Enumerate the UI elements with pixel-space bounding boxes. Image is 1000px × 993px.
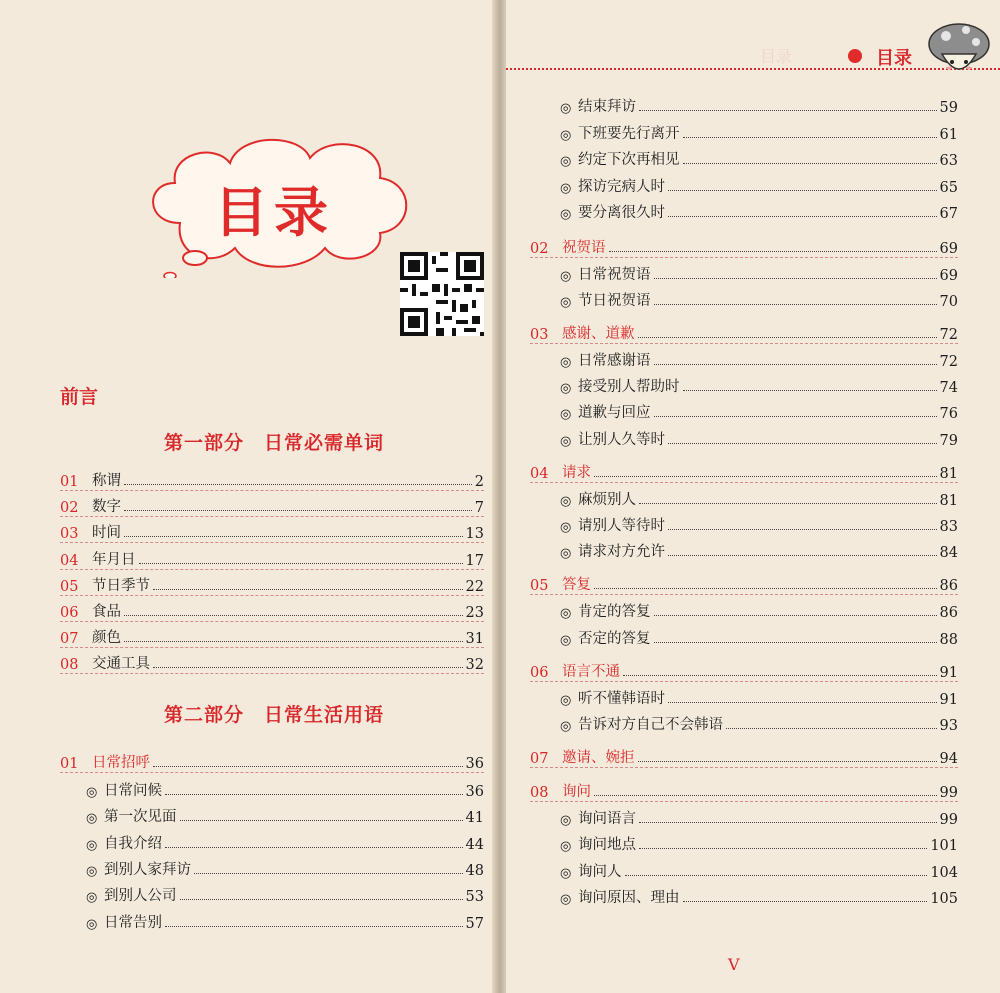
leader-dots	[165, 926, 463, 927]
header-dot	[848, 49, 862, 63]
toc-page-number: 53	[465, 889, 484, 906]
leader-dots	[654, 364, 937, 365]
leader-dots	[683, 390, 937, 391]
toc-page-number: 101	[930, 838, 958, 855]
leader-dots	[638, 337, 937, 338]
toc-item-row[interactable]	[560, 288, 958, 310]
bullet-circle-icon: ◎	[560, 101, 572, 116]
toc-page-number: 65	[939, 179, 958, 196]
leader-dots	[623, 675, 937, 676]
toc-number: 06	[530, 664, 549, 681]
toc-page-number: 41	[465, 810, 484, 827]
bullet-circle-icon: ◎	[86, 863, 98, 879]
leader-dots	[124, 510, 472, 511]
toc-item-row[interactable]	[560, 262, 958, 284]
toc-label: 日常招呼	[92, 755, 150, 771]
toc-label: 感谢、道歉	[562, 325, 635, 342]
toc-page-number: 32	[465, 657, 484, 674]
leader-dots	[668, 555, 937, 556]
toc-page-number: 70	[939, 293, 958, 310]
toc-page-number: 69	[939, 240, 958, 257]
toc-item-row[interactable]	[560, 885, 958, 907]
toc-label: 到别人公司	[104, 888, 177, 905]
header-ghost-text: 目录	[760, 47, 793, 66]
toc-item-row[interactable]	[560, 400, 958, 422]
toc-label: 请求对方允许	[578, 544, 665, 561]
leader-dots	[625, 875, 928, 876]
toc-section-row[interactable]	[530, 659, 958, 682]
toc-item-row[interactable]	[560, 487, 958, 509]
bullet-circle-icon: ◎	[560, 519, 572, 535]
bullet-circle-icon: ◎	[560, 433, 572, 449]
toc-label: 答复	[562, 577, 591, 594]
bullet-circle-icon: ◎	[560, 632, 572, 648]
toc-label: 约定下次再相见	[578, 152, 680, 168]
bullet-circle-icon: ◎	[560, 692, 572, 708]
toc-label: 颜色	[92, 630, 121, 647]
leader-dots	[654, 278, 937, 279]
toc-page-number: 104	[930, 864, 958, 881]
toc-page-number: 81	[939, 492, 958, 509]
toc-number: 05	[60, 578, 79, 595]
toc-label: 询问	[562, 784, 591, 801]
toc-row[interactable]	[60, 651, 484, 674]
toc-label: 第一次见面	[104, 809, 177, 826]
toc-number: 02	[530, 240, 549, 257]
toc-row[interactable]	[60, 573, 484, 596]
leader-dots	[124, 536, 463, 537]
toc-page-number: 17	[465, 552, 484, 569]
toc-label: 数字	[92, 499, 121, 516]
toc-item-row[interactable]	[86, 910, 484, 932]
page-title: 目录	[214, 181, 334, 244]
toc-item-row[interactable]	[86, 883, 484, 905]
page-number: V	[728, 955, 740, 974]
toc-number: 07	[530, 751, 549, 768]
toc-section-row[interactable]	[530, 321, 958, 344]
toc-page-number: 61	[939, 126, 958, 143]
toc-number: 05	[530, 578, 549, 595]
bullet-circle-icon: ◎	[560, 407, 572, 423]
toc-label: 日常祝贺语	[578, 266, 651, 283]
leader-dots	[668, 529, 937, 530]
toc-page-number: 7	[474, 500, 484, 517]
toc-page-number: 36	[465, 756, 484, 772]
toc-page-number: 72	[939, 326, 958, 343]
toc-label: 请求	[562, 464, 591, 481]
part1-heading: 第一部分 日常必需单词	[164, 432, 385, 454]
toc-label: 麻烦别人	[578, 491, 636, 508]
toc-row[interactable]	[60, 599, 484, 622]
leader-dots	[639, 503, 937, 504]
toc-page-number: 91	[939, 691, 958, 708]
toc-page-number: 88	[939, 631, 958, 648]
toc-section-row[interactable]	[530, 460, 958, 483]
toc-label: 自我介绍	[104, 835, 162, 852]
toc-item-row[interactable]	[560, 348, 958, 370]
toc-page-number: 23	[465, 605, 484, 621]
toc-number: 01	[60, 756, 79, 772]
leader-dots	[194, 873, 463, 874]
toc-page-number: 76	[939, 406, 958, 423]
toc-page-number: 13	[465, 526, 484, 543]
leader-dots	[165, 847, 463, 848]
toc-number: 03	[530, 326, 549, 343]
leader-dots	[180, 820, 463, 821]
leader-dots	[165, 794, 463, 795]
toc-page-number: 105	[930, 890, 958, 907]
toc-page-number: 84	[939, 545, 958, 562]
toc-item-row[interactable]	[86, 778, 484, 800]
toc-item-row[interactable]	[560, 686, 958, 708]
leader-dots	[124, 615, 463, 616]
toc-label: 时间	[92, 525, 121, 542]
toc-item-row[interactable]	[560, 374, 958, 396]
toc-label: 年月日	[92, 551, 136, 568]
toc-number: 01	[60, 474, 79, 490]
toc-page-number: 99	[939, 812, 958, 829]
toc-page-number: 2	[474, 474, 484, 490]
leader-dots	[153, 667, 463, 668]
bullet-circle-icon: ◎	[86, 837, 98, 853]
toc-label: 否定的答复	[578, 630, 651, 647]
toc-number: 08	[60, 657, 79, 674]
leader-dots	[668, 443, 937, 444]
leader-dots	[683, 901, 928, 902]
toc-label: 到别人家拜访	[104, 861, 191, 878]
toc-label: 告诉对方自己不会韩语	[578, 716, 723, 733]
bullet-circle-icon: ◎	[560, 891, 572, 907]
toc-label: 食品	[92, 604, 121, 620]
toc-page-number: 93	[939, 717, 958, 734]
toc-label: 日常感谢语	[578, 352, 651, 369]
toc-page-number: 74	[939, 380, 958, 397]
toc-page-number: 79	[939, 432, 958, 449]
leader-dots	[594, 476, 937, 477]
qr-code-icon	[400, 252, 484, 336]
toc-item-row[interactable]	[560, 147, 958, 169]
bullet-circle-icon: ◎	[560, 354, 572, 370]
leader-dots	[654, 416, 937, 417]
toc-page-number: 31	[465, 631, 484, 648]
bullet-circle-icon: ◎	[560, 546, 572, 562]
toc-label: 祝贺语	[562, 239, 606, 256]
toc-item-row[interactable]	[86, 831, 484, 853]
toc-label: 询问地点	[578, 837, 636, 854]
header-title: 目录	[876, 48, 912, 69]
bullet-circle-icon: ◎	[560, 606, 572, 622]
leader-dots	[683, 163, 937, 164]
bullet-circle-icon: ◎	[560, 493, 572, 509]
toc-item-row[interactable]	[560, 174, 958, 196]
bullet-circle-icon: ◎	[560, 180, 572, 196]
bullet-circle-icon: ◎	[560, 718, 572, 734]
toc-number: 06	[60, 605, 79, 621]
leader-dots	[638, 761, 937, 762]
toc-page-number: 44	[465, 836, 484, 853]
bullet-circle-icon: ◎	[86, 785, 98, 800]
leader-dots	[594, 588, 937, 589]
toc-page-number: 48	[465, 862, 484, 879]
toc-item-row[interactable]	[560, 599, 958, 621]
toc-label: 语言不通	[562, 663, 620, 680]
toc-page-number: 59	[939, 100, 958, 116]
part2-heading: 第二部分 日常生活用语	[164, 704, 385, 726]
leader-dots	[639, 110, 937, 111]
toc-label: 节日季节	[92, 577, 150, 594]
toc-row[interactable]	[60, 625, 484, 648]
toc-label: 询问原因、理由	[578, 889, 680, 906]
leader-dots	[668, 216, 937, 217]
bullet-circle-icon: ◎	[86, 890, 98, 906]
toc-page-number: 99	[939, 785, 958, 802]
leader-dots	[654, 304, 937, 305]
toc-number: 08	[530, 785, 549, 802]
bullet-circle-icon: ◎	[560, 381, 572, 397]
toc-item-row[interactable]	[560, 427, 958, 449]
toc-number: 04	[530, 465, 549, 482]
toc-label: 要分离很久时	[578, 205, 665, 221]
leader-dots	[153, 589, 463, 590]
toc-section-row[interactable]	[530, 235, 958, 258]
toc-row[interactable]	[60, 494, 484, 517]
toc-label: 询问人	[578, 863, 622, 880]
toc-page-number: 67	[939, 206, 958, 222]
leader-dots	[654, 615, 937, 616]
leader-dots	[683, 137, 937, 138]
toc-label: 请别人等待时	[578, 517, 665, 534]
toc-row[interactable]	[60, 520, 484, 543]
toc-item-row[interactable]	[560, 121, 958, 143]
toc-section-row[interactable]	[60, 750, 484, 773]
toc-item-row[interactable]	[560, 712, 958, 734]
leader-dots	[639, 848, 927, 849]
toc-number: 04	[60, 552, 79, 569]
toc-item-row[interactable]	[560, 513, 958, 535]
toc-section-row[interactable]	[530, 572, 958, 595]
toc-item-row[interactable]	[560, 859, 958, 881]
bullet-circle-icon: ◎	[86, 916, 98, 932]
toc-label: 肯定的答复	[578, 604, 651, 621]
toc-label: 交通工具	[92, 656, 150, 673]
toc-number: 07	[60, 631, 79, 648]
toc-item-row[interactable]	[560, 832, 958, 854]
toc-item-row[interactable]	[86, 857, 484, 879]
toc-number: 03	[60, 526, 79, 543]
toc-label: 接受别人帮助时	[578, 379, 680, 396]
leader-dots	[654, 642, 937, 643]
leader-dots	[180, 899, 463, 900]
mushroom-mascot-icon	[924, 14, 994, 84]
leader-dots	[609, 251, 937, 252]
bullet-circle-icon: ◎	[560, 127, 572, 143]
toc-page-number: 86	[939, 605, 958, 622]
leader-dots	[668, 190, 937, 191]
toc-label: 称谓	[92, 473, 121, 489]
toc-label: 听不懂韩语时	[578, 690, 665, 707]
toc-label: 让别人久等时	[578, 431, 665, 448]
leader-dots	[726, 728, 937, 729]
toc-section-row[interactable]	[530, 779, 958, 802]
toc-section-row[interactable]	[530, 745, 958, 768]
toc-label: 节日祝贺语	[578, 292, 651, 309]
bullet-circle-icon: ◎	[560, 865, 572, 881]
bullet-circle-icon: ◎	[560, 813, 572, 829]
toc-page-number: 57	[465, 915, 484, 932]
preface-heading[interactable]: 前言	[60, 386, 99, 408]
toc-page-number: 63	[939, 153, 958, 169]
toc-label: 邀请、婉拒	[562, 750, 635, 767]
toc-page-number: 22	[465, 578, 484, 595]
toc-page-number: 72	[939, 353, 958, 370]
toc-label: 结束拜访	[578, 99, 636, 115]
toc-label: 道歉与回应	[578, 405, 651, 422]
leader-dots	[668, 702, 937, 703]
toc-label: 日常告别	[104, 914, 162, 931]
toc-page-number: 94	[939, 751, 958, 768]
toc-item-row[interactable]	[560, 94, 958, 116]
leader-dots	[639, 822, 937, 823]
toc-label: 询问语言	[578, 811, 636, 828]
bullet-circle-icon: ◎	[86, 811, 98, 827]
toc-row[interactable]	[60, 468, 484, 491]
toc-page-number: 81	[939, 465, 958, 482]
leader-dots	[153, 766, 463, 767]
bullet-circle-icon: ◎	[560, 294, 572, 310]
toc-item-row[interactable]	[560, 626, 958, 648]
leader-dots	[594, 795, 937, 796]
toc-page-number: 83	[939, 518, 958, 535]
toc-number: 02	[60, 500, 79, 517]
bullet-circle-icon: ◎	[560, 268, 572, 284]
toc-page-number: 36	[465, 784, 484, 800]
toc-item-row[interactable]	[86, 804, 484, 826]
bullet-circle-icon: ◎	[560, 207, 572, 222]
toc-row[interactable]	[60, 547, 484, 570]
toc-label: 探访完病人时	[578, 178, 665, 195]
toc-item-row[interactable]	[560, 539, 958, 561]
leader-dots	[124, 641, 463, 642]
toc-page-number: 91	[939, 664, 958, 681]
toc-label: 日常问候	[104, 783, 162, 799]
bullet-circle-icon: ◎	[560, 154, 572, 169]
toc-item-row[interactable]	[560, 806, 958, 828]
leader-dots	[139, 563, 463, 564]
toc-item-row[interactable]	[560, 200, 958, 222]
leader-dots	[124, 484, 472, 485]
toc-page-number: 86	[939, 578, 958, 595]
toc-page-number: 69	[939, 267, 958, 284]
bullet-circle-icon: ◎	[560, 839, 572, 855]
toc-label: 下班要先行离开	[578, 125, 680, 142]
